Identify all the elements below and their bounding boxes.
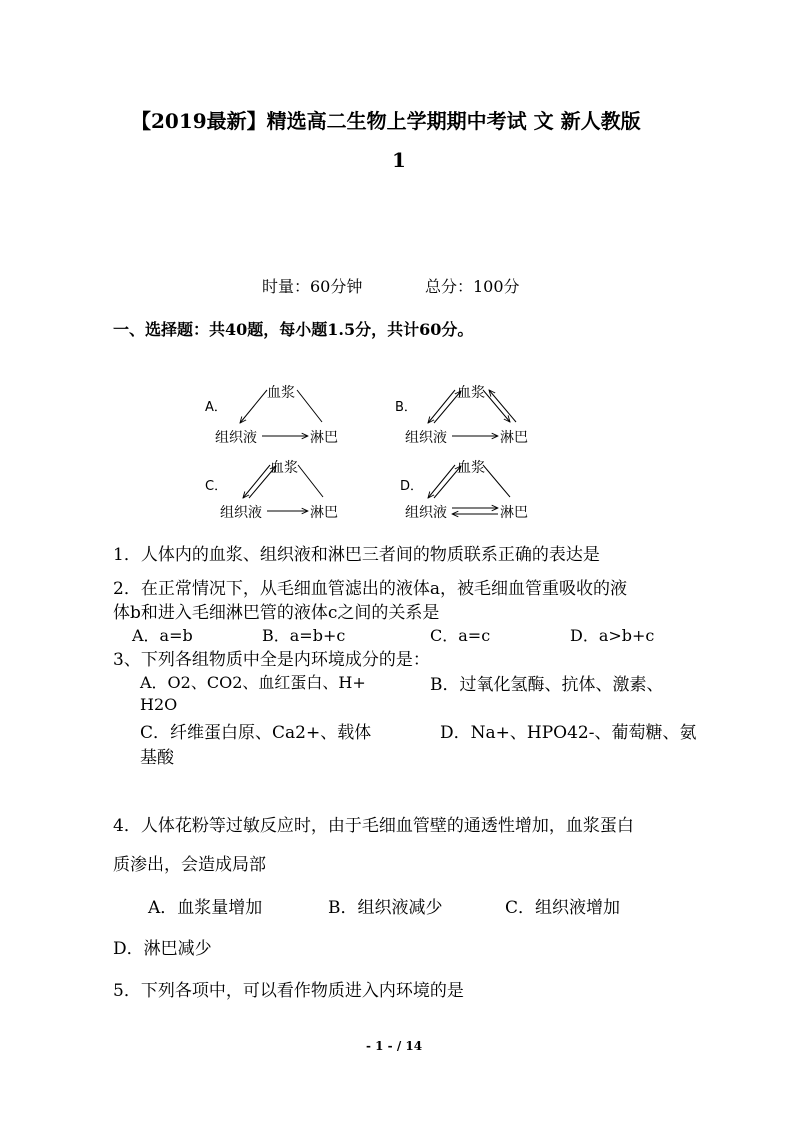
q4-option-a: A．血浆量增加: [148, 898, 263, 918]
diagram-c-line-plasma-lymph: [298, 465, 323, 497]
q2-option-b: B．a=b+c: [262, 626, 346, 645]
q3-option-b-cont: H2O: [140, 695, 178, 714]
diagram-a-tissue-fluid: 组织液: [215, 430, 257, 446]
diagram-b-arrow-plasma-tissue: [428, 390, 455, 423]
q2-option-d: D．a>b+c: [570, 626, 655, 645]
diagram-option-a: [205, 384, 338, 446]
diagram-d-letter: D．: [400, 479, 424, 494]
diagram-option-b: [395, 384, 528, 446]
diagram-option-c: [205, 459, 338, 521]
q3-option-d: D．Na+、HPO42-、葡萄糖、氨: [440, 723, 697, 743]
diagram-d-plasma: 血浆: [457, 460, 485, 476]
diagram-c-plasma: 血浆: [270, 460, 298, 476]
diagram-b-arrow-lymph-plasma: [489, 390, 516, 422]
doc-title: 【2019最新】精选高二生物上学期期中考试 文 新人教版: [131, 109, 641, 133]
diagram-c-lymph: 淋巴: [310, 505, 338, 521]
diagram-d-tissue-fluid: 组织液: [405, 505, 447, 521]
q2-option-c: C．a=c: [430, 626, 491, 645]
body-fluid-diagram: [195, 375, 555, 530]
diagram-b-arrow-tissue-plasma: [434, 391, 461, 423]
section-heading: 一、选择题：共40题，每小题1.5分，共计60分。: [113, 320, 474, 339]
exam-time: 时量：60分钟: [262, 277, 363, 296]
diagram-d-lymph: 淋巴: [500, 505, 528, 521]
diagram-option-d: [400, 459, 528, 521]
diagram-c-tissue-fluid: 组织液: [220, 505, 262, 521]
question-5: 5．下列各项中，可以看作物质进入内环境的是: [113, 981, 464, 1001]
question-3: 3、下列各组物质中全是内环境成分的是：: [113, 650, 430, 670]
question-2-line1: 2．在正常情况下，从毛细血管滤出的液体a，被毛细血管重吸收的液: [113, 579, 627, 599]
diagram-a-lymph: 淋巴: [310, 430, 338, 446]
question-4-line2: 质渗出，会造成局部: [113, 855, 266, 875]
diagram-d-line-plasma-lymph: [483, 465, 510, 497]
question-1: 1．人体内的血浆、组织液和淋巴三者间的物质联系正确的表达是: [113, 545, 600, 565]
page-number: - 1 - / 14: [366, 1039, 423, 1053]
exam-total-score: 总分：100分: [425, 277, 520, 296]
diagram-a-plasma: 血浆: [267, 385, 295, 401]
diagram-b-letter: B．: [395, 400, 417, 415]
question-4-line1: 4．人体花粉等过敏反应时，由于毛细血管壁的通透性增加，血浆蛋白: [113, 816, 634, 836]
q4-option-d: D．淋巴减少: [113, 939, 212, 959]
diagram-c-arrow-plasma-tissue: [243, 465, 270, 498]
q3-option-b: B．过氧化氢酶、抗体、激素、: [430, 675, 664, 695]
diagram-d-arrow-plasma-tissue: [428, 465, 455, 498]
q3-option-d-cont: 基酸: [140, 748, 174, 768]
doc-title-line2: 1: [392, 148, 406, 172]
diagram-b-arrow-plasma-lymph: [483, 390, 510, 422]
q4-option-c: C．组织液增加: [505, 898, 621, 918]
diagram-a-arrow-plasma-tissue: [240, 390, 267, 423]
diagram-b-lymph: 淋巴: [500, 430, 528, 446]
diagram-c-arrow-tissue-plasma: [249, 466, 276, 498]
q2-option-a: A．a=b: [132, 626, 193, 645]
q4-option-b: B．组织液减少: [328, 898, 443, 918]
diagram-c-letter: C．: [205, 479, 228, 494]
diagram-b-tissue-fluid: 组织液: [405, 430, 447, 446]
diagram-d-arrow-tissue-plasma: [434, 466, 461, 498]
q3-option-c: C．纤维蛋白原、Ca2+、载体: [140, 723, 372, 743]
q3-option-a: A．O2、CO2、血红蛋白、H+: [140, 673, 366, 692]
diagram-a-line-plasma-lymph: [297, 390, 322, 422]
diagram-a-letter: A．: [205, 400, 227, 415]
question-2-line2: 体b和进入毛细淋巴管的液体c之间的关系是: [113, 603, 440, 623]
diagram-b-plasma: 血浆: [457, 385, 485, 401]
